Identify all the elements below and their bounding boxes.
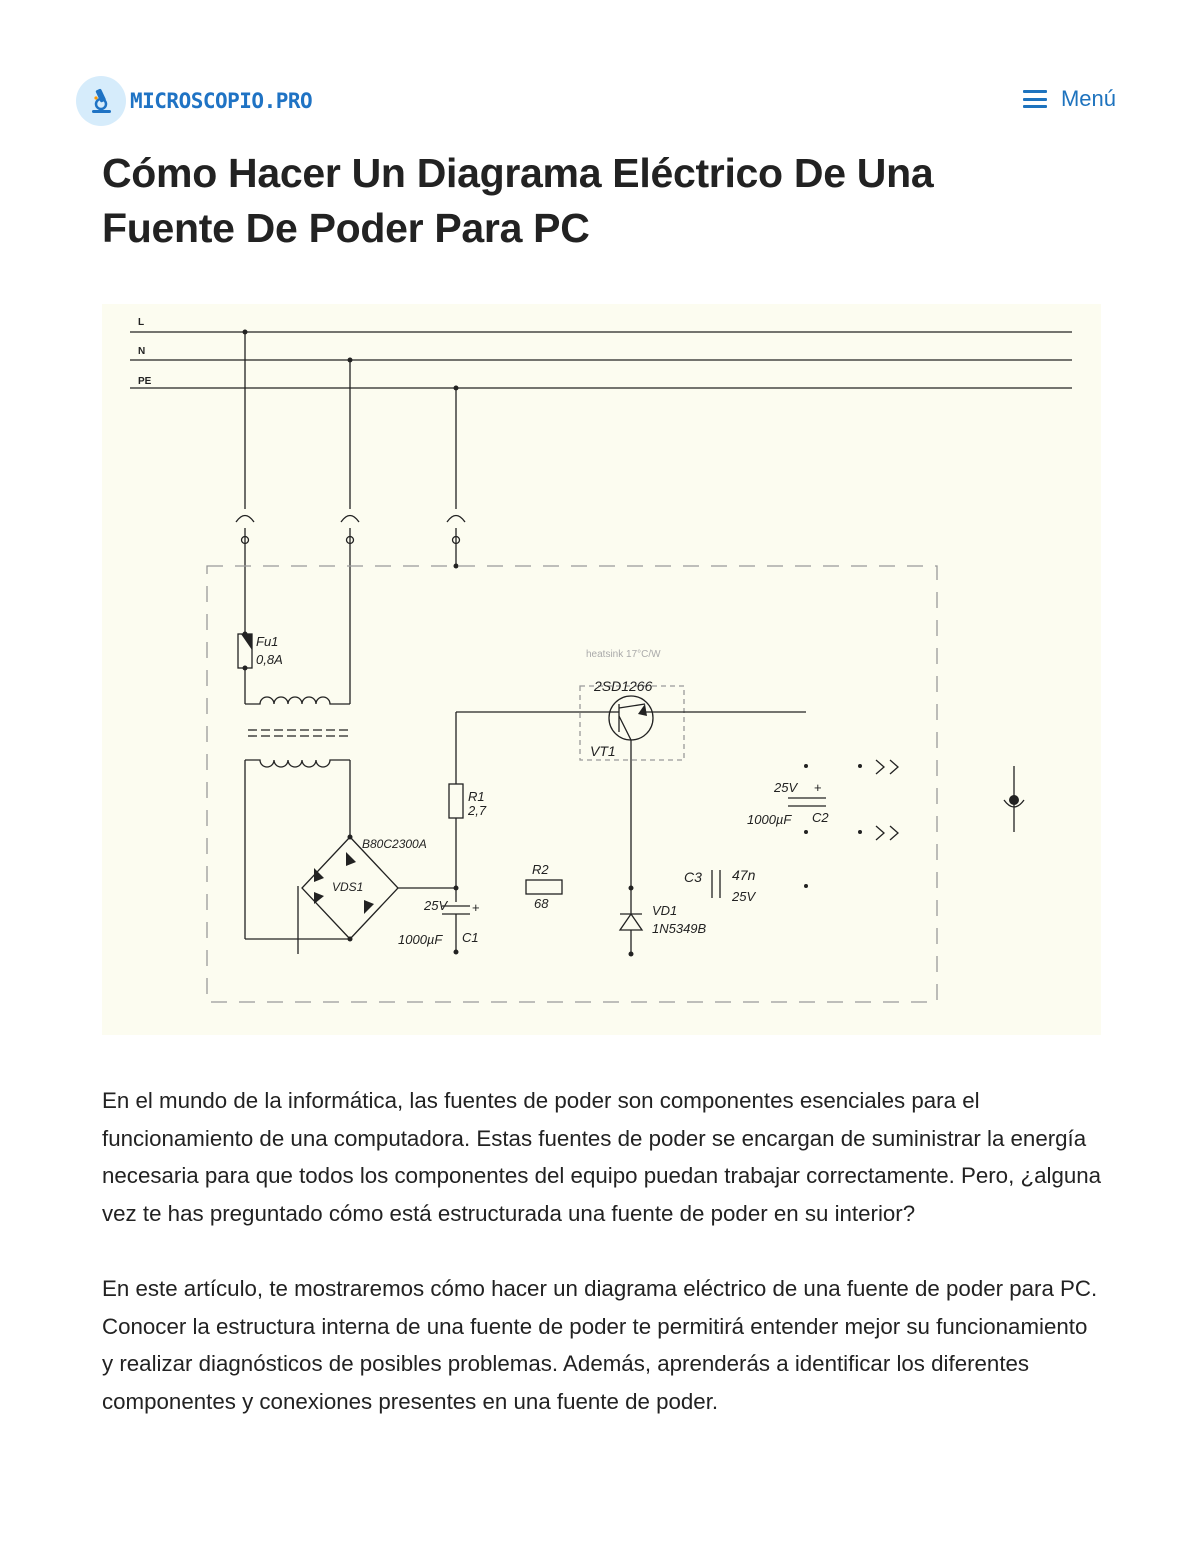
r2-name: R2: [532, 862, 549, 877]
c3-name: C3: [684, 869, 702, 885]
c1-voltage: 25V: [424, 898, 448, 913]
page-title: Cómo Hacer Un Diagrama Eléctrico De Una Fuente De Poder Para PC: [102, 150, 934, 251]
c3-voltage: 25V: [732, 889, 756, 904]
paragraph-intro: En el mundo de la informática, las fuentes de poder son componentes esenciales para el funcionamiento de una computadora. Estas fuentes de poder se encargan de suministrar la energía necesaria para que todos los componentes del equipo puedan trabajar correctamente. Pero, ¿alguna vez te has preguntado cómo está estructurada una fuente de poder en su interior?: [102, 1088, 1102, 1226]
transistor-name: VT1: [590, 743, 616, 759]
circuit-diagram-figure: [102, 304, 1101, 1035]
c1-plus: +: [472, 900, 480, 915]
r1-value: 2,7: [468, 803, 487, 818]
fuse-value: 0,8A: [256, 652, 283, 667]
transistor-model: 2SD1266: [594, 678, 653, 694]
line-pe-label: PE: [138, 376, 152, 387]
bridge-model: B80C2300A: [362, 837, 427, 851]
article-body: [102, 1082, 1102, 1458]
r1-name: R1: [468, 789, 485, 804]
line-l-label: L: [138, 317, 145, 328]
site-header: [0, 0, 1200, 140]
site-logo[interactable]: [76, 76, 312, 126]
microscope-icon: [76, 76, 126, 126]
hamburger-icon: [1023, 90, 1047, 108]
c1-name: C1: [462, 930, 479, 945]
c1-capacitance: 1000µF: [398, 932, 443, 947]
menu-button[interactable]: [1023, 86, 1116, 112]
logo-text: MICROSCOPIO.PRO: [130, 89, 313, 113]
vd1-model: 1N5349B: [652, 921, 707, 936]
fuse-name: Fu1: [256, 634, 279, 649]
r2-value: 68: [534, 896, 549, 911]
c3-value: 47n: [732, 867, 756, 883]
circuit-diagram: [102, 304, 1101, 1035]
c2-plus: +: [814, 780, 822, 795]
heatsink-label: heatsink 17°C/W: [586, 649, 661, 660]
paragraph-purpose: En este artículo, te mostraremos cómo hacer un diagrama eléctrico de una fuente de poder para PC. Conocer la estructura interna de una fuente de poder te permitirá entender mejor su funcionamiento y realizar diagnósticos de posibles problemas. Además, aprenderás a identificar los diferentes componentes y conexiones presentes en una fuente de poder.: [102, 1276, 1098, 1414]
menu-label: Menú: [1060, 86, 1116, 111]
vd1-name: VD1: [652, 903, 678, 918]
c2-capacitance: 1000µF: [747, 812, 792, 827]
line-n-label: N: [138, 346, 146, 357]
bridge-name: VDS1: [332, 880, 364, 894]
c2-name: C2: [812, 810, 829, 825]
c2-voltage: 25V: [774, 780, 798, 795]
